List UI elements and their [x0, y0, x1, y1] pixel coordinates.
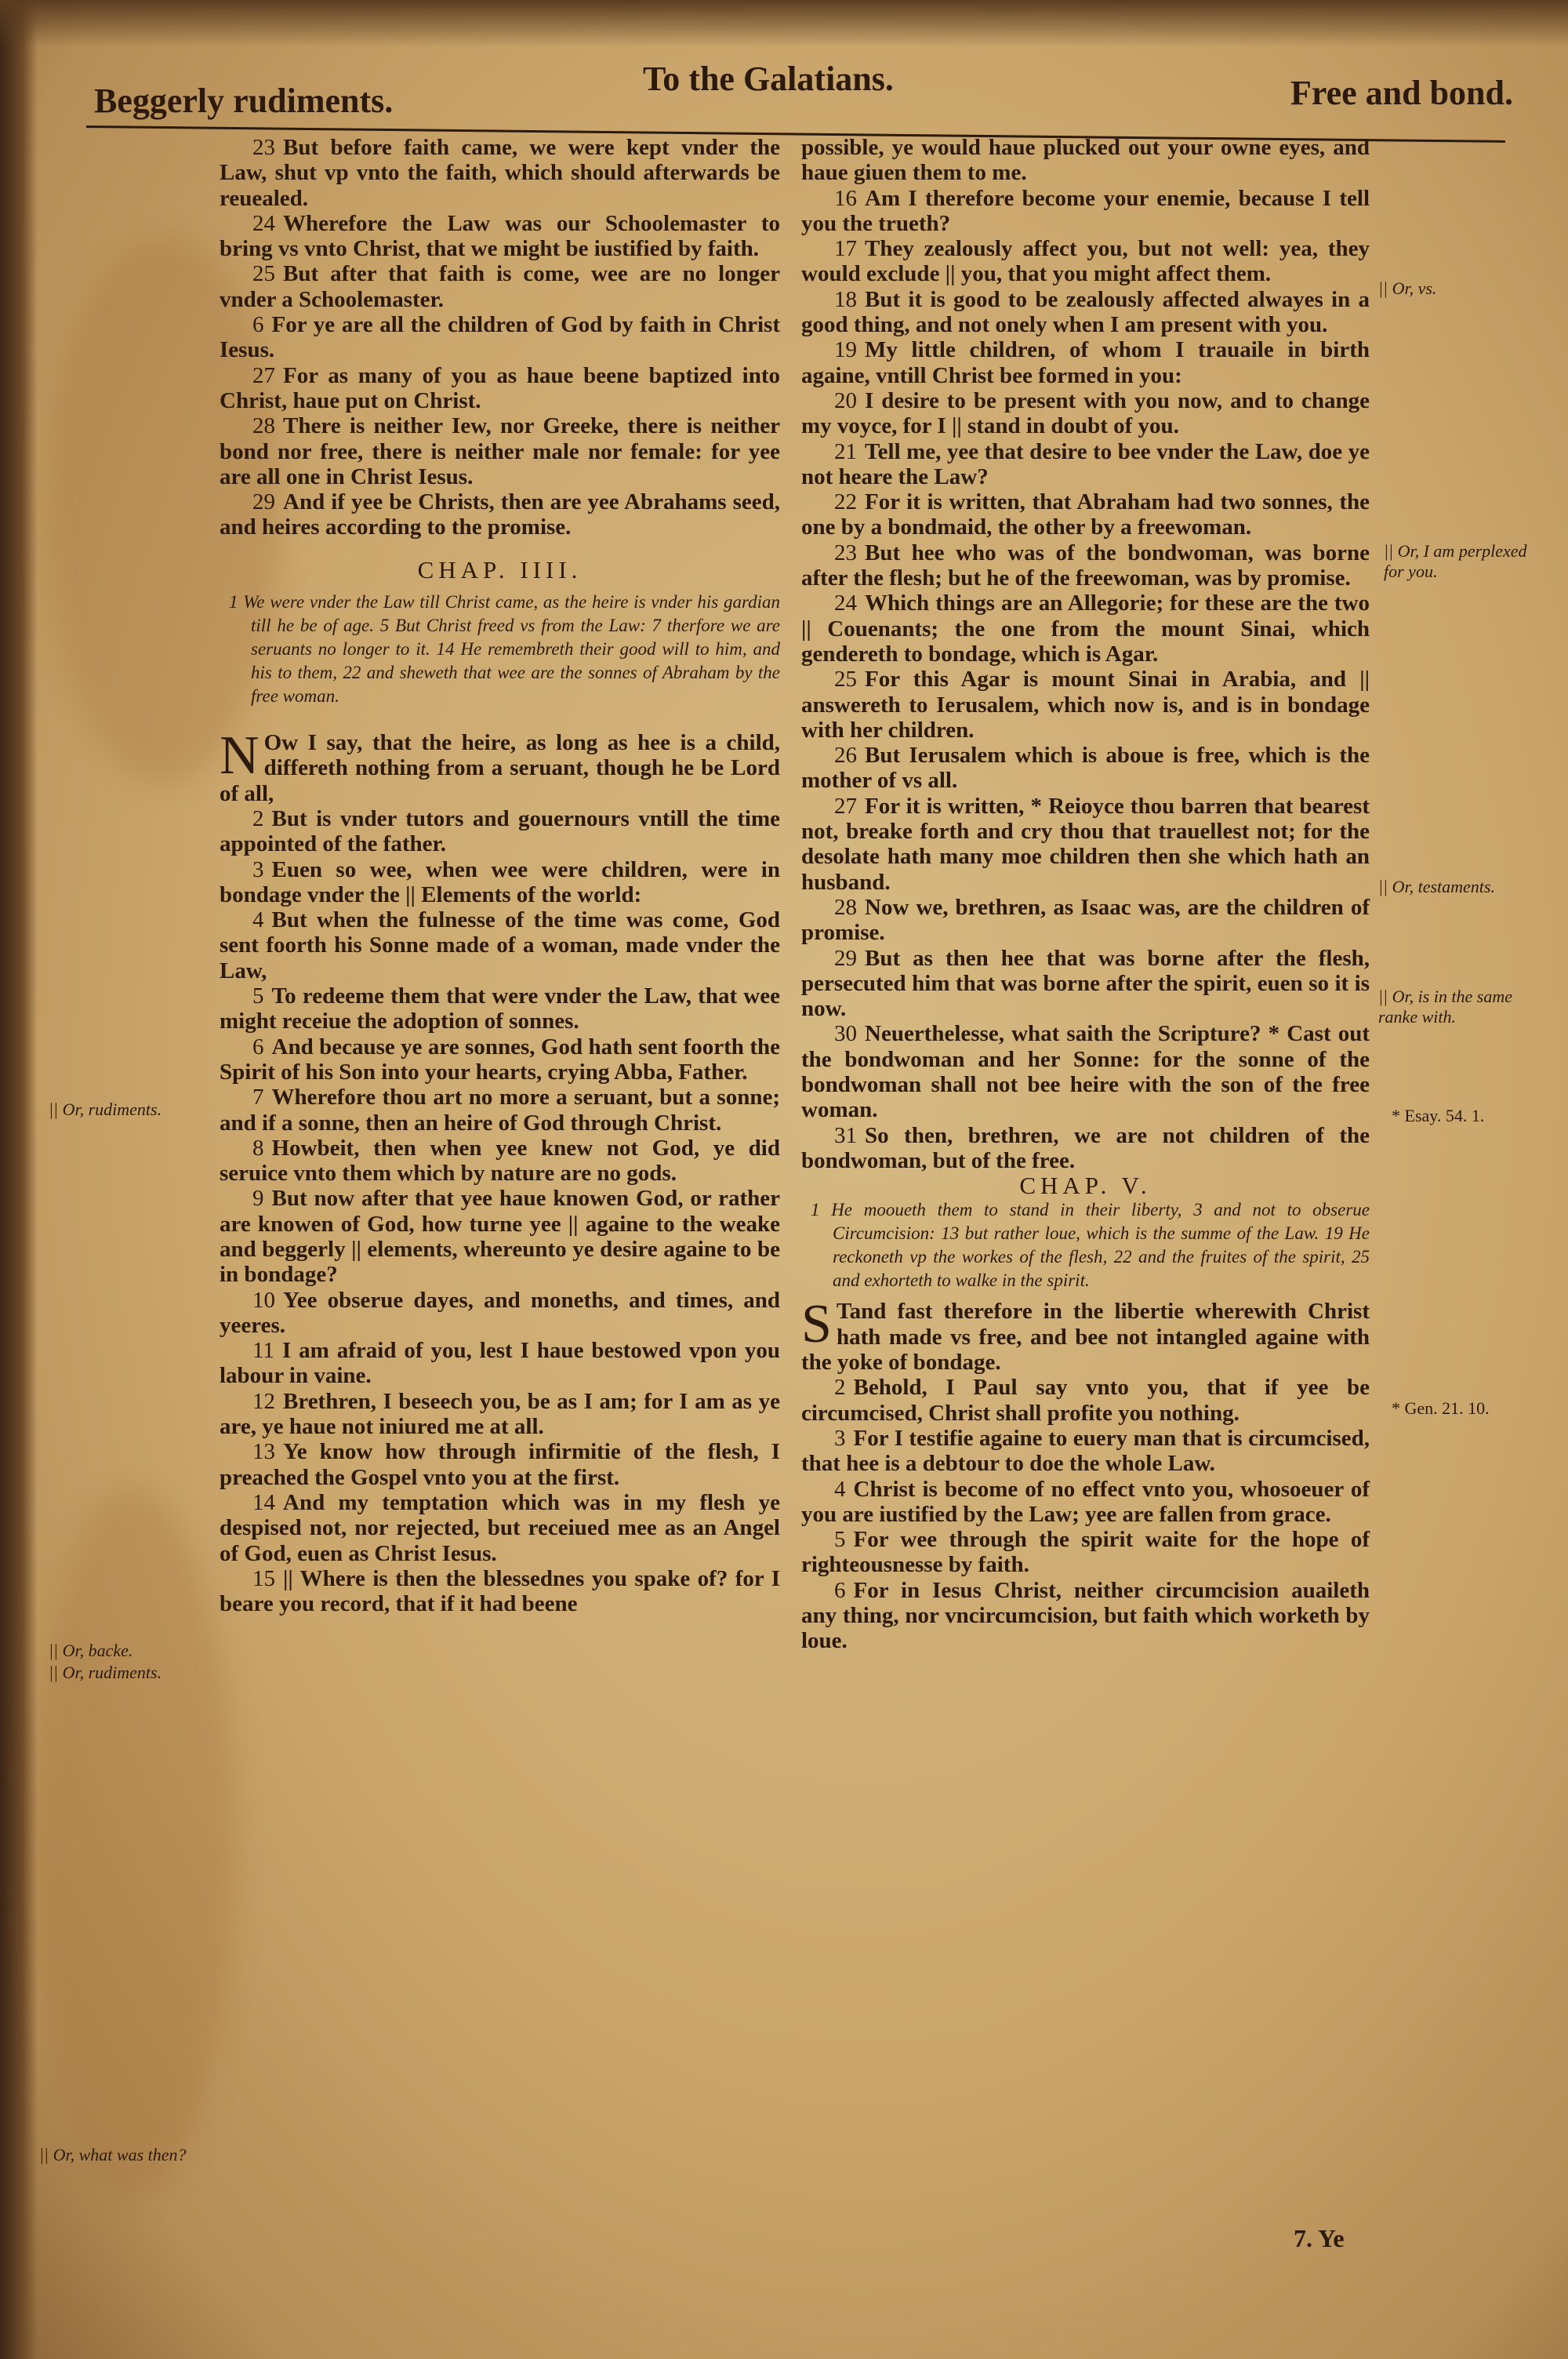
verse-number: 27 [834, 793, 857, 819]
left-column [220, 135, 780, 1616]
header-center: To the Galatians. [643, 60, 894, 98]
verse-text: But Ierusalem which is aboue is free, which is the mother of vs all. [801, 743, 1370, 794]
verse [801, 1527, 1370, 1578]
running-header [86, 59, 1513, 120]
verse-text: There is neither Iew, nor Greeke, there is neither bond nor free, there is neither male nor female: for yee are all one in Christ Iesus. [220, 413, 780, 489]
margin-note: || Or, rudiments. [49, 1663, 162, 1682]
verse [220, 1389, 780, 1440]
verse [801, 337, 1370, 388]
verse-number: 10 [252, 1287, 275, 1313]
verse [220, 1085, 780, 1136]
verse-text: So then, brethren, we are not children of the bondwoman, but of the free. [801, 1122, 1370, 1173]
margin-note: || Or, backe. [49, 1641, 133, 1660]
margin-note: || Or, I am perplexed for you. [1384, 541, 1527, 581]
verse [801, 1021, 1370, 1122]
verse-number: 3 [252, 856, 264, 882]
verse-number: 30 [834, 1021, 857, 1047]
verse-text: For it is written, * Reioyce thou barren that bearest not, breake forth and cry thou that trauellest not; for the desolate hath many moe children then she which hath an husband. [801, 793, 1370, 895]
verse [801, 1477, 1370, 1528]
header-left: Beggerly rudiments. [94, 82, 394, 120]
verse [801, 1375, 1370, 1426]
verse-number: 5 [834, 1527, 846, 1553]
verse-text: But as then hee that was borne after the flesh, persecuted him that was borne after the spirit, euen so it is now. [801, 945, 1370, 1022]
verse-number: 4 [252, 907, 264, 933]
verse-number: 3 [834, 1425, 846, 1451]
verse [801, 540, 1370, 591]
verse [220, 261, 780, 312]
verse-text: I am afraid of you, lest I haue bestowed vpon you labour in vaine. [220, 1338, 780, 1389]
verse [220, 1490, 780, 1566]
verse-text: But hee who was of the bondwoman, was borne after the flesh; but he of the freewoman, was by promise. [801, 540, 1370, 591]
verse [801, 1123, 1370, 1174]
continued-verse: possible, ye would haue plucked out your owne eyes, and haue giuen them to me. [801, 135, 1370, 186]
verse-text: To redeeme them that were vnder the Law, that wee might receiue the adoption of sonnes. [220, 983, 780, 1034]
verse-number: 28 [252, 413, 275, 439]
margin-note: || Or, rudiments. [49, 1100, 162, 1119]
verse-text: For ye are all the children of God by faith in Christ Iesus. [220, 312, 780, 363]
verse [220, 211, 780, 262]
verse-text: Now we, brethren, as Isaac was, are the children of promise. [801, 894, 1370, 946]
margin-note: || Or, vs. [1378, 278, 1437, 298]
verse-text: For I testifie againe to euery man that is circumcised, that hee is a debtour to doe the whole Law. [801, 1425, 1370, 1477]
verse-text: For as many of you as haue beene baptized into Christ, haue put on Christ. [220, 362, 780, 413]
margin-note: * Gen. 21. 10. [1392, 1398, 1490, 1418]
verse-number: 5 [252, 983, 264, 1009]
verse-text: || Where is then the blessednes you spake of? for I beare you record, that if it had beene [220, 1565, 780, 1617]
verse-text: Ye know how through infirmitie of the flesh, I preached the Gospel vnto you at the first. [220, 1439, 780, 1490]
water-stain [31, 1490, 235, 2196]
verse-number: 12 [252, 1388, 275, 1414]
verse-text: For this Agar is mount Sinai in Arabia, and || answereth to Ierusalem, which now is, and is in bondage with her children. [801, 667, 1370, 743]
verse-text: But before faith came, we were kept vnder the Law, shut vp vnto the faith, which should afterwards be reuealed. [220, 135, 780, 211]
first-verse [801, 1294, 1370, 1376]
verse-number: 18 [834, 286, 857, 312]
chapter-title: CHAP. V. [1019, 1172, 1152, 1200]
verse [220, 1439, 780, 1490]
first-verse-text: Tand fast therefore in the libertie wherewith Christ hath made vs free, and bee not intangled againe with the yoke of bondage. [801, 1299, 1370, 1376]
drop-cap: S [801, 1294, 832, 1355]
verse [220, 806, 780, 857]
verse [220, 1566, 780, 1617]
verse-text: But when the fulnesse of the time was come, God sent foorth his Sonne made of a woman, made vnder the Law, [220, 907, 780, 983]
verse-text: Tell me, yee that desire to bee vnder the Law, doe ye not heare the Law? [801, 438, 1370, 489]
verse-number: 19 [834, 337, 857, 363]
header-right: Free and bond. [1290, 74, 1513, 112]
verse-text: For it is written, that Abraham had two sonnes, the one by a bondmaid, the other by a freewoman. [801, 489, 1370, 540]
verse-text: Am I therefore become your enemie, because I tell you the trueth? [801, 185, 1370, 236]
verse [801, 287, 1370, 338]
verse [220, 1034, 780, 1085]
verse-number: 25 [834, 667, 857, 692]
verses-list [220, 135, 780, 540]
verse-number: 2 [252, 805, 264, 831]
verse-text: But after that faith is come, wee are no longer vnder a Schoolemaster. [220, 261, 780, 312]
verse-number: 24 [252, 210, 275, 236]
verse-number: 20 [834, 387, 857, 413]
verse-text: Howbeit, then when yee knew not God, ye did seruice vnto them which by nature are no gods. [220, 1135, 780, 1187]
verse-text: Behold, I Paul say vnto you, that if yee be circumcised, Christ shall profite you nothing. [801, 1375, 1370, 1426]
verse [801, 667, 1370, 743]
verse-number: 6 [252, 312, 264, 338]
verse [801, 489, 1370, 540]
verse [801, 591, 1370, 667]
verse-number: 29 [252, 489, 275, 515]
verse [220, 983, 780, 1034]
verse-text: For in Iesus Christ, neither circumcision auaileth any thing, nor vncircumcision, but faith which worketh by loue. [801, 1577, 1370, 1654]
verse-number: 2 [834, 1375, 846, 1401]
verse-number: 8 [252, 1135, 264, 1161]
verse-number: 25 [252, 261, 275, 287]
verse-number: 14 [252, 1489, 275, 1515]
drop-cap: N [220, 725, 260, 787]
verse-number: 6 [834, 1577, 846, 1603]
verse [220, 413, 780, 489]
verse-text: They zealously affect you, but not well: yea, they would exclude || you, that you might affect them. [801, 236, 1370, 287]
verse-number: 22 [834, 489, 857, 515]
verse [801, 794, 1370, 895]
verse-text: Which things are an Allegorie; for these are the two || Couenants; the one from the mount Sinai, which gendereth to bondage, which is Agar. [801, 591, 1370, 667]
verses-list [220, 806, 780, 1617]
verse-number: 4 [834, 1476, 846, 1502]
verse-text: And my temptation which was in my flesh ye despised not, nor rejected, but receiued mee as an Angel of God, euen as Christ Iesus. [220, 1489, 780, 1566]
verse [801, 743, 1370, 794]
verse [801, 186, 1370, 237]
verse-number: 31 [834, 1122, 857, 1148]
verse [801, 1578, 1370, 1654]
verse-number: 24 [834, 591, 857, 616]
verse-number: 29 [834, 945, 857, 971]
verse-text: I desire to be present with you now, and to change my voyce, for I || stand in doubt of you. [801, 387, 1370, 439]
verse-text: Yee obserue dayes, and moneths, and times, and yeeres. [220, 1287, 780, 1338]
verse [220, 1288, 780, 1339]
verse [220, 489, 780, 540]
chapter-summary: 1 We were vnder the Law till Christ came, as the heire is vnder his gardian till he be of age. 5 But Christ freed vs from the Law: 7 therfore we are seruants no longer to it. 14 He remembreth their good will to him, and his to them, 22 and sheweth that wee are the sonnes of Abraham by the free woman. [229, 592, 780, 707]
verse-text: And if yee be Christs, then are yee Abrahams seed, and heires according to the promise. [220, 489, 780, 540]
verse [220, 363, 780, 414]
verse [220, 1338, 780, 1389]
verse-number: 7 [252, 1085, 264, 1110]
verse-number: 23 [252, 135, 275, 160]
verse-number: 13 [252, 1439, 275, 1465]
verse-text: But now after that yee haue knowen God, or rather are knowen of God, how turne yee || againe to the weake and beggerly || elements, whereunto ye desire againe to be in bondage? [220, 1186, 780, 1288]
margin-note: || Or, what was then? [39, 2145, 187, 2165]
margin-note: || Or, testaments. [1378, 877, 1495, 896]
verse-text: My little children, of whom I trauaile in birth againe, vntill Christ bee formed in you: [801, 337, 1370, 388]
margin-note: || Or, is in the same ranke with. [1378, 987, 1512, 1027]
verse-number: 21 [834, 438, 857, 464]
verse [220, 907, 780, 983]
verse-text: Wherefore the Law was our Schoolemaster to bring vs vnto Christ, that we might be iustified by faith. [220, 210, 780, 262]
verse-text: For wee through the spirit waite for the hope of righteousnesse by faith. [801, 1527, 1370, 1578]
verse [220, 135, 780, 211]
verse [801, 236, 1370, 287]
first-verse [220, 725, 780, 806]
verse-number: 9 [252, 1186, 264, 1212]
verse-number: 28 [834, 894, 857, 920]
verse [801, 388, 1370, 439]
verse [220, 1136, 780, 1187]
verse [801, 895, 1370, 946]
verse-text: And because ye are sonnes, God hath sent foorth the Spirit of his Son into your hearts, crying Abba, Father. [220, 1034, 780, 1085]
verse-number: 15 [252, 1565, 275, 1591]
chapter-summary: 1 He mooueth them to stand in their liberty, 3 and not to obserue Circumcision: 13 but rather loue, which is the summe of the Law. 19 He reckoneth vp the workes of the flesh, 22 and the fruites of the spirit, 25 and exhorteth to walke in the spirit. [811, 1200, 1370, 1291]
verse-number: 27 [252, 362, 275, 388]
verse-text: Brethren, I beseech you, be as I am; for I am as ye are, ye haue not iniured me at all. [220, 1388, 780, 1440]
verse-number: 17 [834, 236, 857, 262]
verse [801, 946, 1370, 1022]
verse-text: Euen so wee, when wee were children, were in bondage vnder the || Elements of the world: [220, 856, 780, 907]
margin-note: * Esay. 54. 1. [1392, 1106, 1485, 1125]
verse-text: Wherefore thou art no more a seruant, but a sonne; and if a sonne, then an heire of God through Christ. [220, 1085, 780, 1136]
verse-text: Neuerthelesse, what saith the Scripture? * Cast out the bondwoman and her Sonne: for the sonne of the bondwoman shall not bee heire with the son of the free woman. [801, 1021, 1370, 1123]
verse [220, 1186, 780, 1287]
chapter-title: CHAP. IIII. [417, 555, 583, 583]
verse [220, 857, 780, 908]
verse-number: 16 [834, 185, 857, 211]
verse [801, 439, 1370, 490]
verses-list [801, 186, 1370, 1174]
verse [220, 312, 780, 363]
verse-number: 23 [834, 540, 857, 565]
verse-text: But it is good to be zealously affected alwayes in a good thing, and not onely when I am present with you. [801, 286, 1370, 338]
verse-text: But is vnder tutors and gouernours vntill the time appointed of the father. [220, 805, 780, 857]
verse-number: 11 [252, 1338, 274, 1364]
page-top-edge [0, 0, 1568, 47]
verse-number: 6 [252, 1034, 264, 1060]
verse-number: 26 [834, 743, 857, 769]
right-column [801, 135, 1370, 1654]
book-gutter-edge [0, 0, 38, 2359]
verses-list [801, 1375, 1370, 1653]
verse-text: Christ is become of no effect vnto you, whosoeuer of you are iustified by the Law; yee are fallen from grace. [801, 1476, 1370, 1527]
catchword: 7. Ye [1294, 2224, 1345, 2252]
first-verse-text: Ow I say, that the heire, as long as hee is a child, differeth nothing from a seruant, though he be Lord of all, [220, 730, 780, 806]
verse [801, 1426, 1370, 1477]
